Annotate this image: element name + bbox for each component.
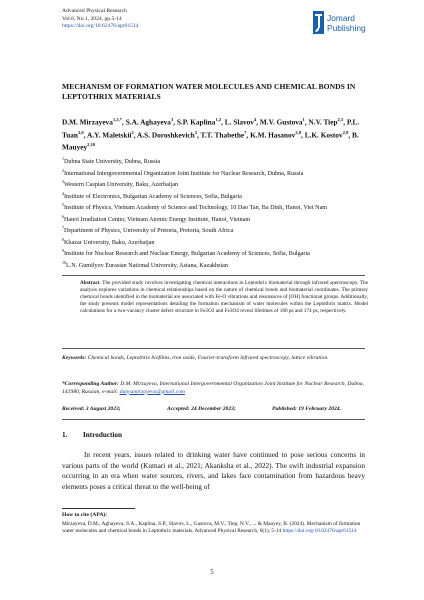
affiliation-list: [62, 155, 374, 270]
citation-doi-link[interactable]: https://doi.org/10.62476/apr61514: [282, 528, 357, 535]
author: L.K. Kostov: [304, 130, 343, 140]
author: L. Slavov: [224, 117, 254, 127]
affiliation-number: 8: [62, 236, 64, 242]
author: A.S. Doroshkevich: [137, 130, 195, 140]
author: A.Y. Maletskii: [86, 130, 132, 140]
affiliation-item: [62, 155, 374, 167]
author-list: D.M. Mirzayeva$^{1,2,*}$, S.A. Aghayeva$^3$, S.P. Kaplina$^{1,2}$, L. Slavov$^4$, M.V. Gustova$^1$, N.V. Tiep$^{2,5}$, P.L. Tuan$^{2,6}$, A.Y. Maletskii$^2$, A.S. Doroshkevich$^2$, T.T. Thabethe$^7$, K.M. Hasanov$^{2,8}$, L.K. Kostov$^{2,9}$, B. Mauyey$^{2,10}$: [62, 117, 360, 152]
author: T.T. Thabethe: [200, 130, 245, 140]
affiliation-item: [62, 201, 374, 213]
author-affiliation-mark: 7: [244, 129, 247, 135]
corresponding-author: [62, 381, 365, 396]
affiliation-number: 9: [62, 248, 64, 253]
affiliation-text: International Intergovernmental Organization Joint Institute for Nuclear Research, Dubna, Russia: [64, 170, 304, 177]
affiliation-item: [62, 259, 374, 271]
affiliation-number: 4: [62, 190, 64, 196]
author: S.A. Aghayeva: [125, 117, 171, 127]
dates-rule: [62, 419, 365, 420]
citation-text: [62, 521, 365, 535]
keywords: [62, 355, 365, 363]
affiliation-item: [62, 178, 374, 190]
section-title: Introduction: [83, 431, 123, 439]
affiliation-text: Khazar University, Baku, Azerbaijan: [64, 239, 155, 246]
corresponding-email-link[interactable]: dunyamirzayeva@gmail.com: [119, 388, 185, 395]
affiliation-number: 6: [62, 213, 64, 219]
how-to-cite-label: How to cite (APA):: [62, 512, 108, 518]
affiliation-number: 2: [62, 167, 64, 173]
page-number: 5: [210, 568, 214, 576]
affiliation-item: [62, 213, 374, 225]
affiliation-text: Institute for Nuclear Research and Nuclear Energy, Bulgarian Academy of Sciences, Sofia, Bulgaria: [64, 251, 310, 258]
affiliation-number: 5: [62, 202, 64, 207]
journal-name: Advanced Physical Research: [62, 8, 127, 14]
author-affiliation-mark: 1,2: [215, 117, 222, 122]
journal-volume: Vol.6, No.1, 2024, pp.5-14: [62, 15, 122, 22]
publisher-name: [327, 13, 366, 33]
keywords-text: Chemical bonds, Leptothrix biofilms, iron oxide, Fourier-transform infrared spectroscopy, lattice vibration.: [86, 355, 329, 361]
citation-body: Mirzayeva, D.M., Aghayeva, S.A., Kaplina, S.P., Slavov, L., Gustova, M.V., Tiep, N.V., ... & Mauyey, B. (2024). Mechanism of formation water molecules and chemical bonds in Leptothrix materials. Advanced Physical Research, 6(1), 5-14: [62, 521, 361, 535]
affiliation-text: Institute of Electronics, Bulgarian Academy of Sciences, Sofia, Bulgaria: [64, 193, 242, 200]
received-date: Received: 3 August 2023;: [62, 406, 121, 412]
affiliation-text: L.N. Gumilyov Eurasian National University, Astana, Kazakhstan: [66, 262, 228, 269]
affiliation-number: 3: [62, 179, 64, 184]
journal-header: [62, 8, 139, 31]
corresponding-label: *Corresponding Author:: [62, 381, 119, 387]
affiliation-number: 7: [62, 225, 64, 230]
abstract-label: Abstract: [80, 280, 100, 286]
publisher-logo: [313, 7, 375, 41]
accepted-date: Accepted: 24 December 2023;: [167, 406, 236, 412]
author-affiliation-mark: 3: [170, 117, 174, 122]
abstract-bottom-rule: [62, 348, 365, 349]
publisher-name-line1: Jomard: [327, 13, 355, 23]
author: D.M. Mirzayeva: [62, 117, 113, 127]
affiliation-item: [62, 190, 374, 202]
affiliation-item: [62, 167, 374, 179]
author: K.M. Hasanov: [250, 130, 296, 140]
author-affiliation-mark: 2,5: [337, 117, 344, 122]
affiliation-text: Hanoi Irradiation Center, Vietnam Atomic Energy Institute, Hanoi, Vietnam: [64, 216, 251, 223]
introduction-paragraph: In recent years, issues related to drinking water have continued to pose serious concerns in various parts of the world (Kumari et al., 2021; Akanksha et al., 2022). The swift industrial expansion occurring in an era when water sources, rivers, and lakes face contamination from hazardous heavy elements poses a critical threat to the well-being of: [62, 451, 365, 492]
author-affiliation-mark: 2,6: [77, 129, 84, 135]
affiliation-item: [62, 224, 374, 236]
published-date: Published: 19 February 2024.: [272, 406, 341, 412]
author-affiliation-mark: 2,8: [295, 129, 302, 135]
author-affiliation-mark: 2: [131, 129, 134, 135]
affiliation-number: 1: [62, 156, 64, 161]
affiliation-text: Department of Physics, University of Pretoria, Pretoria, South Africa: [64, 228, 234, 235]
keywords-label: Keywords:: [62, 355, 87, 361]
author-affiliation-mark: 1: [302, 117, 305, 122]
author-affiliation-mark: 1,2,*: [112, 117, 123, 122]
author-affiliation-mark: 4: [253, 117, 257, 122]
publisher-name-line2: Publishing: [327, 23, 366, 33]
section-number: 1.: [62, 431, 68, 439]
author-affiliation-mark: 2,10: [87, 142, 96, 148]
paper-title: MECHANISM OF FORMATION WATER MOLECULES AND CHEMICAL BONDS IN LEPTOTHRIX MATERIALS: [62, 82, 356, 102]
author-affiliation-mark: 2: [194, 129, 197, 135]
author: M.V. Gustova: [259, 117, 303, 127]
affiliation-text: Institute of Physics, Vietnam Academy of Science and Technology, 10 Dao Tan, Ba Dinh, Hanoi, Viet Nam: [64, 205, 328, 212]
author: N.V. Tiep: [308, 117, 338, 127]
abstract-top-rule: [62, 275, 365, 276]
affiliation-item: [62, 236, 374, 248]
affiliation-item: [62, 247, 374, 259]
abstract: [80, 280, 368, 315]
affiliation-text: Western Caspian University, Baku, Azerbaijan: [64, 182, 179, 189]
affiliation-number: 10: [62, 259, 66, 265]
publication-dates: [62, 406, 365, 414]
journal-doi-link[interactable]: https://doi.org/10.62476/apr61514: [62, 23, 139, 30]
corresponding-text: D.M. Mirzayeva, International Intergovernmental Organization Joint Institute for Nuclear Research, Dubna, 141980, Russian, e-mail:: [62, 381, 364, 395]
author: P.L. Tuan: [62, 117, 360, 140]
author: B. Mauyey: [62, 130, 359, 152]
affiliation-text: Dubna State University, Dubna, Russia: [64, 159, 161, 166]
publisher-logo-icon: [313, 11, 324, 34]
author-affiliation-mark: 2,9: [342, 129, 349, 135]
abstract-text: . The provided study involves investigating chemical interactions in Leptothrix biomaterial through infrared spectroscopy. The analysis explores variations in chemical relationships based on the nature of chemical bonds and biomaterial coordinates. The primary chemical bonds identified in the biomaterial are associated with Fe-O vibrations and resonances of [OH] functional groups. Additionally, the study presents model representations detailing the formation mechanism of water molecules within the Leptothrix matrix. Model calculations for a two-vacancy cluster defect structure in Fe2O3 and Fe3O4 reveal lifetimes of 180 ps and 174 ps, respectively.: [80, 280, 368, 314]
footnote-rule: [62, 508, 135, 509]
author: S.P. Kaplina: [176, 117, 216, 127]
